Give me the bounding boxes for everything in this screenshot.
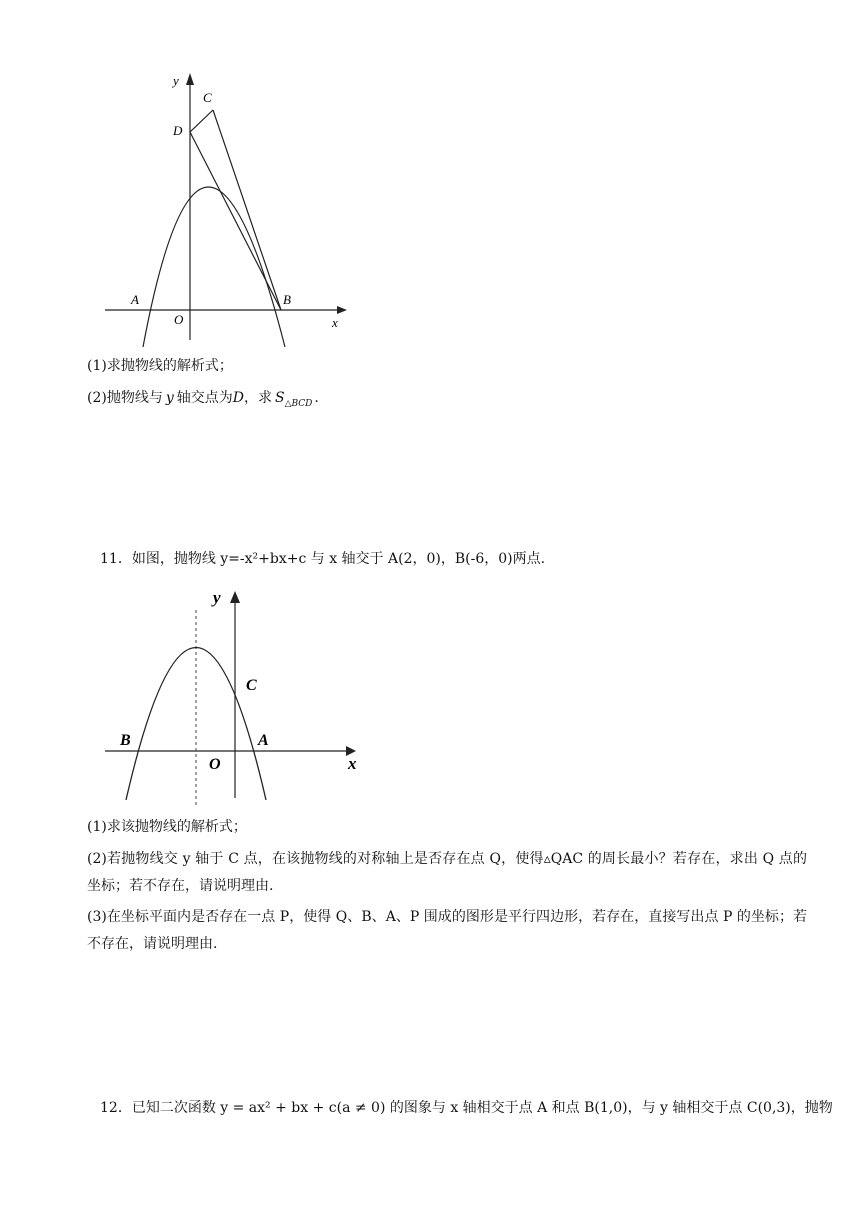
q11-stem: 11．如图，抛物线 y=-x²+bx+c 与 x 轴交于 A(2，0)，B(-6，0)两点. (100, 551, 546, 567)
y-axis-arrow (186, 73, 194, 85)
label-C: C (203, 90, 212, 105)
figure-2-parabola-graph (100, 585, 370, 815)
label-x: x (332, 315, 338, 330)
label-C: C (246, 677, 257, 694)
label-y: y (213, 588, 221, 607)
q11-part3: (3)在坐标平面内是否存在一点 P，使得 Q、B、A、P 围成的图形是平行四边形，若存在，直接写出点 P 的坐标；若不存在，请说明理由. (87, 909, 807, 952)
q12-stem: 12．已知二次函数 y = ax² + bx + c(a ≠ 0) 的图象与 x 轴相交于点 A 和点 B(1,0)，与 y 轴相交于点 C(0,3)，抛物 (100, 1100, 833, 1116)
q10-part2-sub: △BCD (284, 398, 313, 409)
q11-part2: (2)若抛物线交 y 轴于 C 点，在该抛物线的对称轴上是否存在点 Q，使得▵QAC 的周长最小？若存在，求出 Q 点的坐标；若不存在，请说明理由. (87, 851, 807, 894)
label-O: O (174, 312, 184, 327)
figure-1-parabola-graph (95, 65, 355, 350)
label-A: A (258, 732, 269, 749)
q10-part2-end: . (314, 390, 319, 406)
label-D: D (173, 123, 183, 138)
label-y: y (173, 73, 179, 88)
q11-part1: (1)求该抛物线的解析式； (87, 819, 247, 835)
q10-part2-D: D (232, 390, 244, 406)
q10-part2-mid: 轴交点为 (176, 390, 233, 406)
q10-part2-comma: ，求 (244, 390, 272, 406)
parabola-curve (143, 187, 285, 347)
q10-part2-y: y (165, 390, 174, 406)
y-axis-arrow (230, 591, 240, 603)
segment-DB (190, 132, 281, 310)
q10-part2-prefix: (2)抛物线与 (87, 390, 163, 406)
q10-part2 (87, 388, 319, 414)
segment-CB (213, 110, 281, 310)
q10-part1: (1)求抛物线的解析式； (87, 358, 233, 374)
segment-DC (190, 110, 213, 132)
label-B: B (120, 732, 131, 749)
label-x: x (348, 754, 357, 773)
q10-part2-S: S (275, 390, 285, 406)
label-O: O (209, 756, 221, 773)
x-axis-arrow (337, 306, 347, 314)
label-A: A (131, 292, 139, 307)
label-B: B (283, 292, 291, 307)
